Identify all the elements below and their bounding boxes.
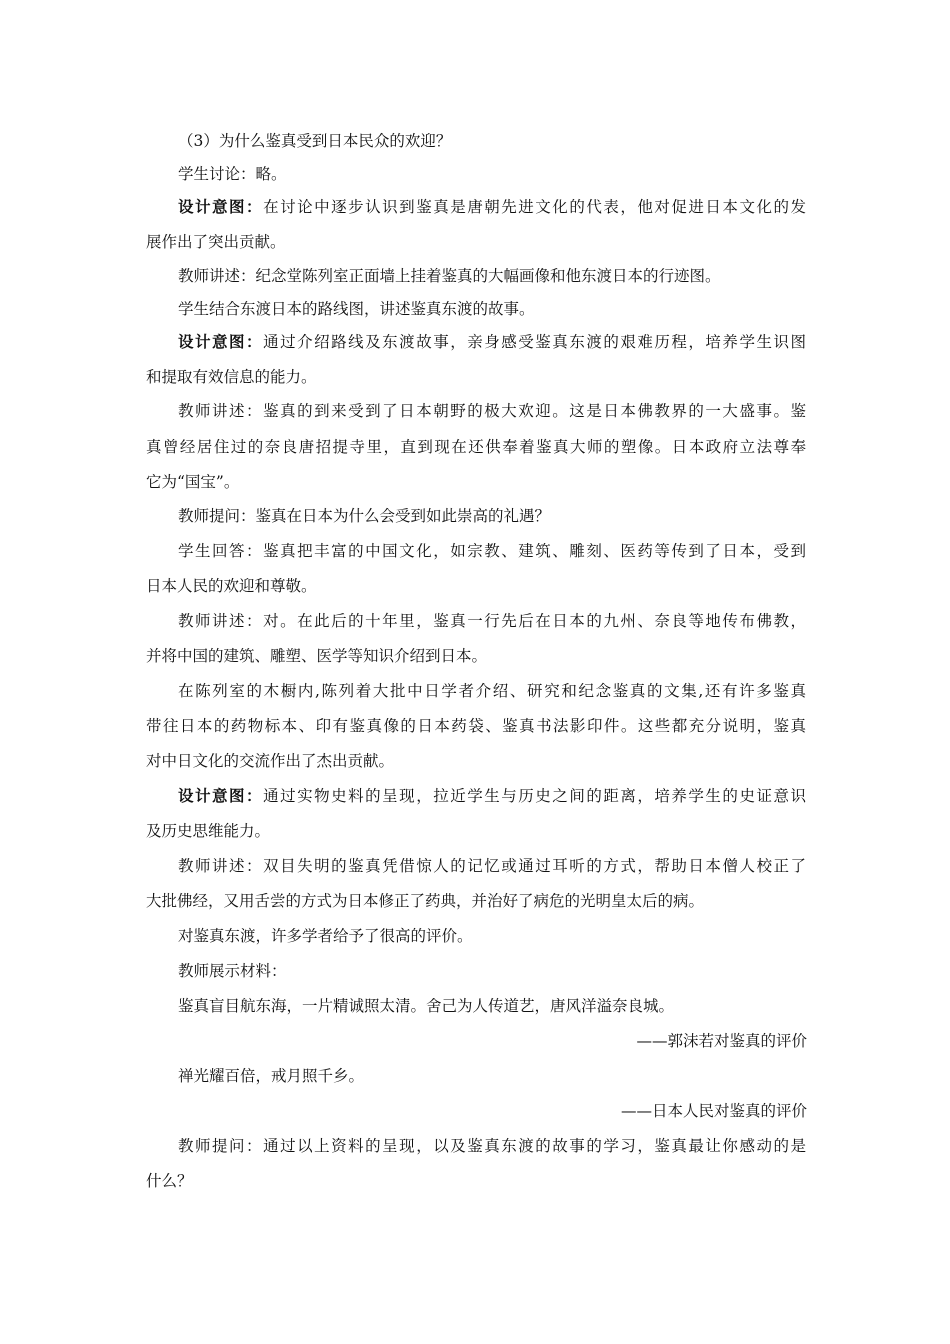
teacher-narration-3-line2: 并将中国的建筑、雕塑、医学等知识介绍到日本。 bbox=[146, 647, 488, 665]
student-activity: 学生结合东渡日本的路线图，讲述鉴真东渡的故事。 bbox=[178, 300, 535, 318]
teacher-narration-2-line1: 教师讲述：鉴真的到来受到了日本朝野的极大欢迎。这是日本佛教界的一大盛事。鉴 bbox=[178, 402, 806, 420]
teacher-narration-2-line2: 真曾经居住过的奈良唐招提寺里，直到现在还供奉着鉴真大师的塑像。日本政府立法尊奉 bbox=[146, 438, 806, 456]
student-discussion: 学生讨论：略。 bbox=[178, 165, 287, 183]
attribution-japanese-people: ——日本人民对鉴真的评价 bbox=[620, 1102, 807, 1120]
design-intent-2-line1: 设计意图：通过介绍路线及东渡故事，亲身感受鉴真东渡的艰难历程，培养学生识图 bbox=[178, 332, 806, 351]
design-intent-label: 设计意图： bbox=[178, 786, 264, 805]
evaluation-intro: 对鉴真东渡，许多学者给予了很高的评价。 bbox=[178, 927, 473, 945]
design-intent-label: 设计意图： bbox=[178, 332, 264, 351]
exhibit-paragraph-line2: 带往日本的药物标本、印有鉴真像的日本药袋、鉴真书法影印件。这些都充分说明，鉴真 bbox=[146, 717, 806, 735]
design-intent-3-line2: 及历史思维能力。 bbox=[146, 822, 271, 840]
teacher-question-2-line1: 教师提问：通过以上资料的呈现，以及鉴真东渡的故事的学习，鉴真最让你感动的是 bbox=[178, 1137, 806, 1155]
exhibit-paragraph-line3: 对中日文化的交流作出了杰出贡献。 bbox=[146, 752, 395, 770]
teacher-question-2-line2: 什么？ bbox=[146, 1172, 193, 1190]
design-intent-2-line2: 和提取有效信息的能力。 bbox=[146, 368, 317, 386]
question-heading: （3）为什么鉴真受到日本民众的欢迎？ bbox=[178, 132, 452, 150]
student-answer-line1: 学生回答：鉴真把丰富的中国文化，如宗教、建筑、雕刻、医药等传到了日本，受到 bbox=[178, 542, 806, 560]
teacher-narration-4-line1: 教师讲述：双目失明的鉴真凭借惊人的记忆或通过耳听的方式，帮助日本僧人校正了 bbox=[178, 857, 806, 875]
teacher-material-label: 教师展示材料： bbox=[178, 962, 287, 980]
teacher-narration-4-line2: 大批佛经，又用舌尝的方式为日本修正了药典，并治好了病危的光明皇太后的病。 bbox=[146, 892, 705, 910]
attribution-guo-moruo: ——郭沫若对鉴真的评价 bbox=[636, 1032, 807, 1050]
teacher-narration-2-line3: 它为“国宝”。 bbox=[146, 473, 240, 491]
exhibit-paragraph-line1: 在陈列室的木橱内,陈列着大批中日学者介绍、研究和纪念鉴真的文集,还有许多鉴真 bbox=[178, 682, 806, 700]
poem-guo-moruo: 鉴真盲目航东海，一片精诚照太清。舍己为人传道艺，唐风洋溢奈良城。 bbox=[178, 997, 675, 1015]
design-intent-3-line1: 设计意图：通过实物史料的呈现，拉近学生与历史之间的距离，培养学生的史证意识 bbox=[178, 786, 806, 805]
design-intent-1-line1: 设计意图：在讨论中逐步认识到鉴真是唐朝先进文化的代表，他对促进日本文化的发 bbox=[178, 197, 806, 216]
teacher-narration-3-line1: 教师讲述：对。在此后的十年里，鉴真一行先后在日本的九州、奈良等地传布佛教， bbox=[178, 612, 806, 630]
poem-japanese-people: 禅光耀百倍，戒月照千乡。 bbox=[178, 1067, 365, 1085]
design-intent-label: 设计意图： bbox=[178, 197, 264, 216]
design-intent-1-line2: 展作出了突出贡献。 bbox=[146, 233, 286, 251]
teacher-question-1: 教师提问：鉴真在日本为什么会受到如此崇高的礼遇？ bbox=[178, 507, 551, 525]
student-answer-line2: 日本人民的欢迎和尊敬。 bbox=[146, 577, 317, 595]
teacher-narration-1: 教师讲述：纪念堂陈列室正面墙上挂着鉴真的大幅画像和他东渡日本的行迹图。 bbox=[178, 267, 721, 285]
